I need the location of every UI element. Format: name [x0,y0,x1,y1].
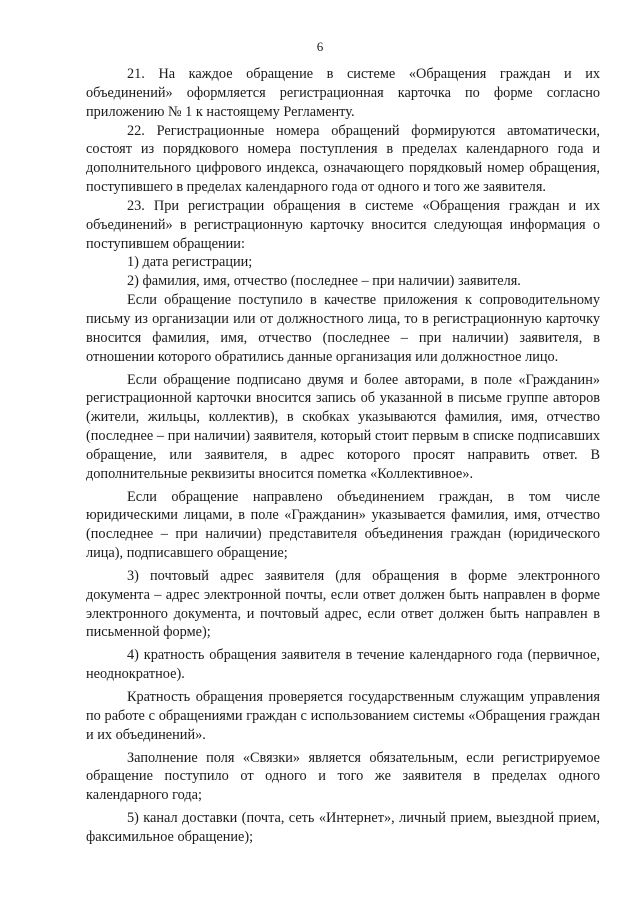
list-item-4: 4) кратность обращения заявителя в течение календарного года (первичное, неоднократное). [86,647,600,683]
paragraph-association: Если обращение направлено объединением граждан, в том числе юридическими лицами, в поле «Гражданин» указывается фамилия, имя, отчество (последнее – при наличии) представителя объединения граждан (юридического лица), подписавшего обращение; [86,488,600,562]
paragraph-cover-letter: Если обращение поступило в качестве приложения к сопроводительному письму из организации или от должностного лица, то в регистрационную карточку вносится фамилия, имя, отчество (последнее – при наличии) заявителя, в отношении которого обратились данные организация или должностное лицо. [86,292,600,365]
list-item-1: 1) дата регистрации; [127,254,253,271]
list-item-5: 5) канал доставки (почта, сеть «Интернет», личный прием, выездной прием, факсимильное обращение); [86,810,600,845]
paragraph-links-field: Заполнение поля «Связки» является обязательным, если регистрируемое обращение поступило от одного и того же заявителя в пределах одного календарного года; [86,749,600,804]
list-item-3: 3) почтовый адрес заявителя (для обращения в форме электронного документа – адрес электронной почты, если ответ должен быть направлен в форме электронного документа, и почтовый адрес, если ответ должен быть направлен в письменной форме); [86,567,600,641]
document-body [86,65,600,847]
page-number: 6 [316,39,324,54]
paragraph-23: 23. При регистрации обращения в системе «Обращения граждан и их объединений» в регистрационную карточку вносится следующая информация о поступившем обращении: [86,197,600,252]
paragraph-22: 22. Регистрационные номера обращений формируются автоматически, состоят из порядкового номера поступления в пределах календарного года и дополнительного цифрового индекса, означающего порядковый номер обращения, поступившего в пределах календарного года от одного и того же заявителя. [86,122,600,196]
paragraph-21: 21. На каждое обращение в системе «Обращения граждан и их объединений» оформляется регистрационная карточка по форме согласно приложению № 1 к настоящему Регламенту. [86,66,600,120]
list-item-2: 2) фамилия, имя, отчество (последнее – при наличии) заявителя. [127,273,521,290]
paragraph-collective: Если обращение подписано двумя и более авторами, в поле «Гражданин» регистрационной карточки вносится запись об указанной в письме группе авторов (жители, жильцы, коллектив), в скобках указываются фамилия, имя, отчество (последнее – при наличии) заявителя, который стоит первым в списке подписавших обращение, или заявителя, в адрес которого просят направить ответ. В дополнительные реквизиты вносится пометка «Коллективное». [86,371,600,482]
paragraph-multiplicity: Кратность обращения проверяется государственным служащим управления по работе с обращениями граждан с использованием системы «Обращения граждан и их объединений». [86,689,600,743]
